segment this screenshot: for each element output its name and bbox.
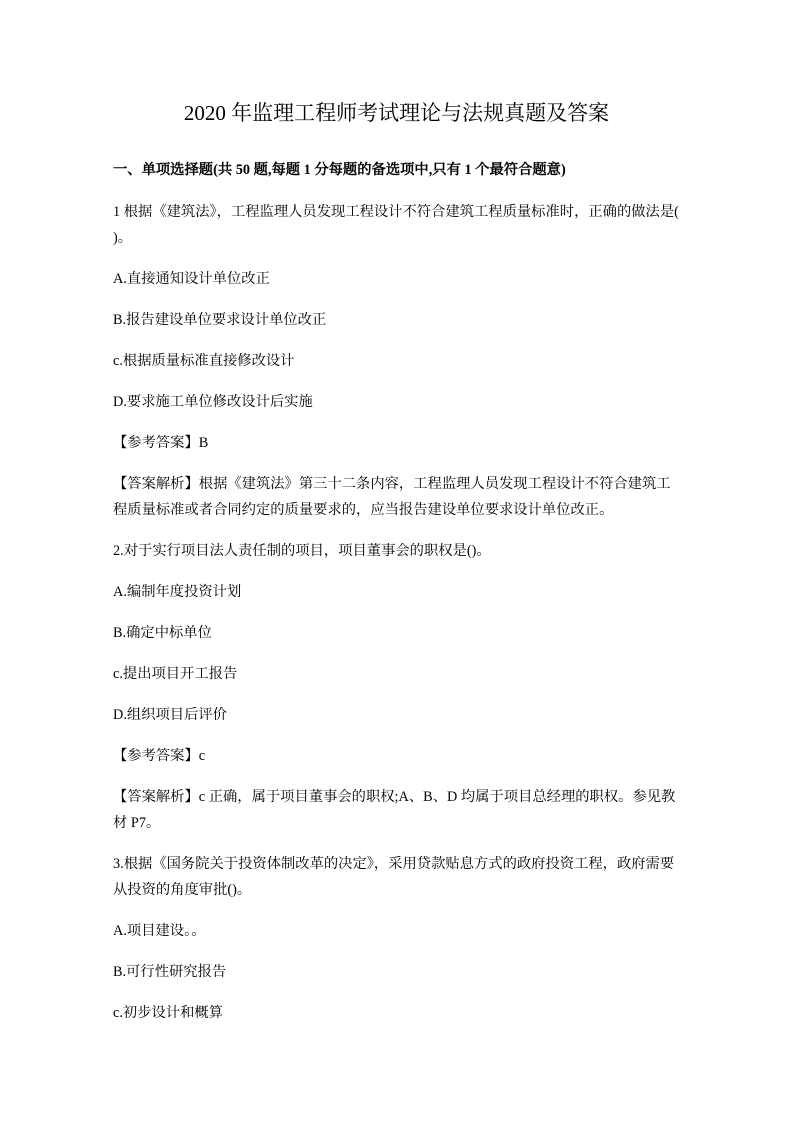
option-c: c.根据质量标准直接修改设计 — [113, 353, 295, 369]
document-title: 2020 年监理工程师考试理论与法规真题及答案 — [183, 101, 610, 125]
question-block-1 — [113, 199, 687, 523]
question-block-3 — [113, 851, 680, 1026]
question-stem: 3.根据《国务院关于投资体制改革的决定》，采用贷款贴息方式的政府投资工程，政府需要从投资的角度审批()。 — [113, 856, 675, 898]
option-a: A.编制年度投资计划 — [113, 584, 242, 600]
option-b: B.报告建设单位要求设计单位改正 — [113, 312, 327, 328]
option-b: B.可行性研究报告 — [113, 964, 227, 980]
option-c: c.初步设计和概算 — [113, 1005, 223, 1021]
answer-analysis: 【答案解析】根据《建筑法》第三十二条内容，工程监理人员发现工程设计不符合建筑工程质量标准或者合同约定的质量要求的，应当报告建设单位要求设计单位改正。 — [113, 476, 671, 518]
option-a: A.项目建设。。 — [113, 923, 206, 939]
section-header-single-choice: 一、单项选择题(共 50 题,每题 1 分每题的备选项中,只有 1 个最符合题意) — [113, 162, 566, 178]
answer-analysis: 【答案解析】c 正确，属于项目董事会的职权;A、B、D 均属于项目总经理的职权。参见教材 P7。 — [113, 789, 676, 831]
reference-answer: 【参考答案】B — [113, 435, 209, 451]
option-b: B.确定中标单位 — [113, 625, 212, 641]
option-a: A.直接通知设计单位改正 — [113, 271, 270, 287]
reference-answer: 【参考答案】c — [113, 748, 206, 764]
question-stem: 2.对于实行项目法人责任制的项目，项目董事会的职权是()。 — [113, 543, 491, 559]
question-block-2 — [113, 538, 680, 836]
option-d: D.要求施工单位修改设计后实施 — [113, 394, 313, 410]
question-stem: 1 根据《建筑法》，工程监理人员发现工程设计不符合建筑工程质量标准时，正确的做法是( )。 — [113, 204, 687, 246]
option-d: D.组织项目后评价 — [113, 707, 227, 723]
option-c: c.提出项目开工报告 — [113, 666, 238, 682]
